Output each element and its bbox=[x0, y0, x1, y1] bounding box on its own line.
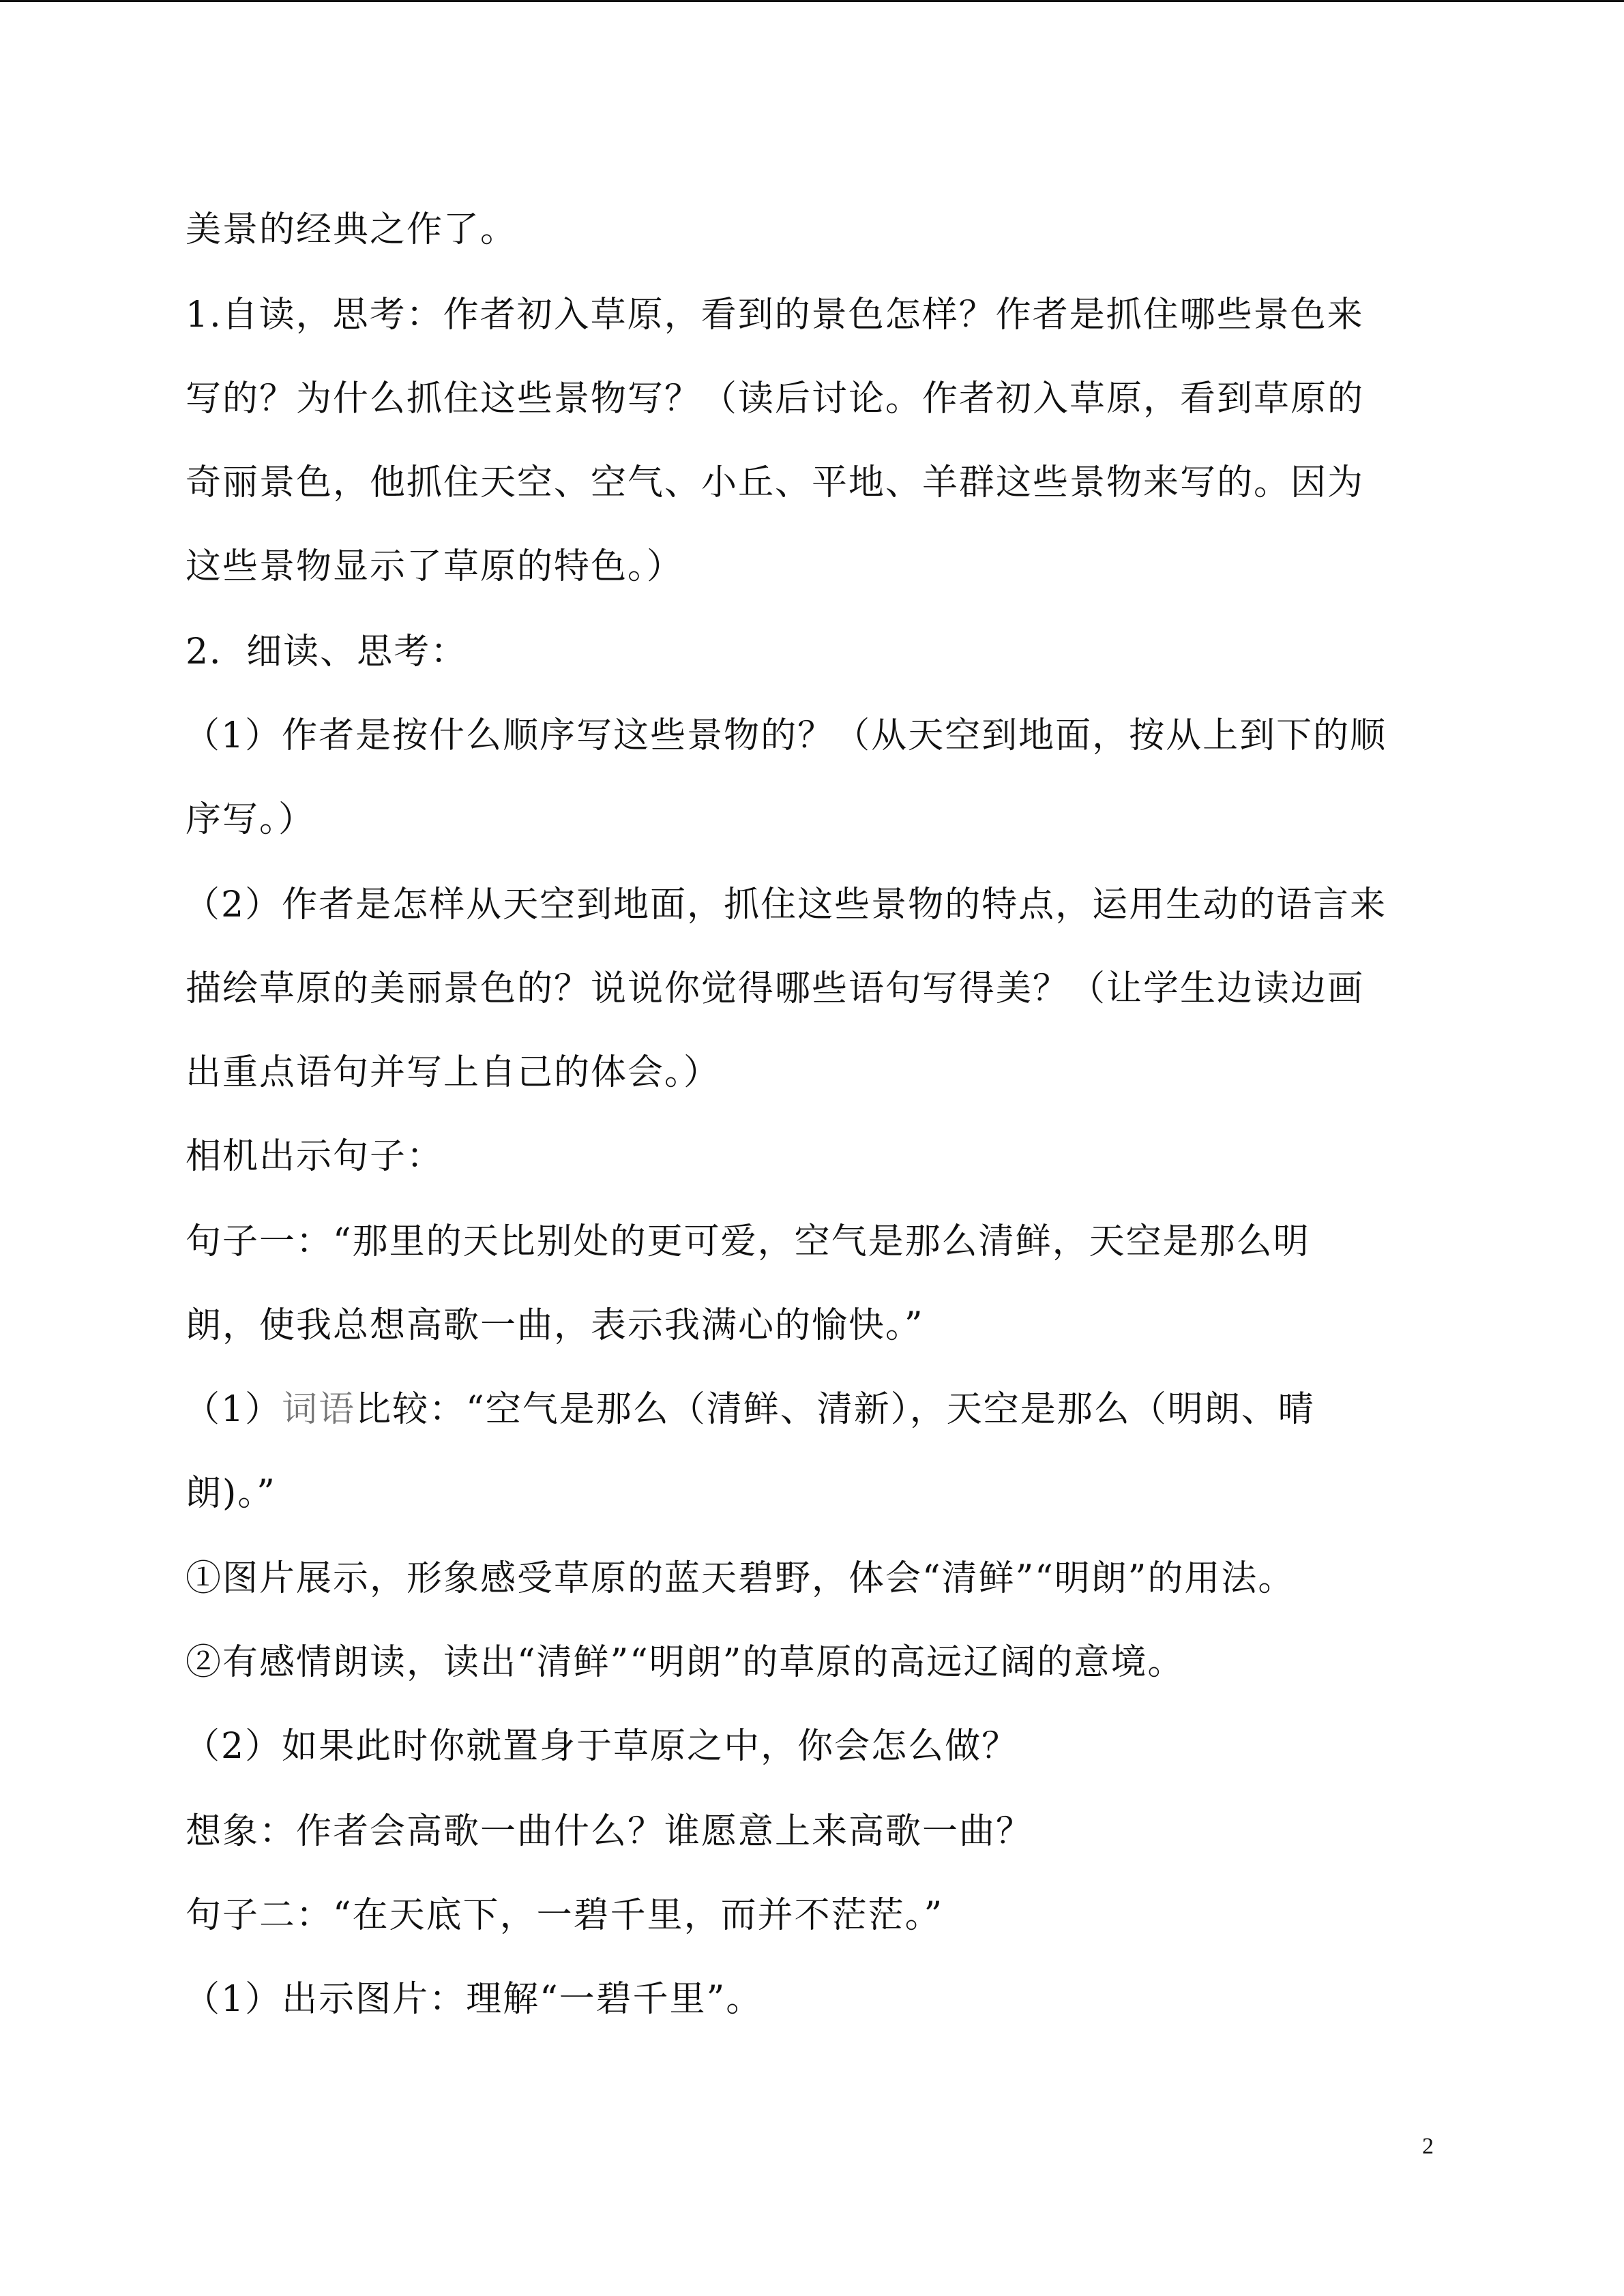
text-line-13: 句子一：“那里的天比别处的更可爱，空气是那么清鲜，天空是那么明 bbox=[186, 1221, 1310, 1262]
text-line-7: （1）作者是按什么顺序写这些景物的？（从天空到地面，按从上到下的顺 bbox=[184, 715, 1387, 756]
text-line-11: 出重点语句并写上自己的体会。） bbox=[186, 1052, 721, 1093]
text-line-9: （2）作者是怎样从天空到地面，抓住这些景物的特点，运用生动的语言来 bbox=[184, 884, 1387, 925]
text-line-6: 2．细读、思考： bbox=[186, 631, 468, 672]
text-line-15 bbox=[184, 1385, 1315, 1434]
text-line-12: 相机出示句子： bbox=[186, 1136, 444, 1177]
text-line-16: 朗)。” bbox=[186, 1473, 276, 1514]
text-line-22: （1）出示图片：理解“一碧千里”。 bbox=[184, 1979, 763, 2020]
item-number: （1） bbox=[184, 1389, 282, 1430]
comparison-text: 比较：“空气是那么（清鲜、清新），天空是那么（明朗、晴 bbox=[355, 1389, 1315, 1430]
text-line-19: （2）如果此时你就置身于草原之中，你会怎么做？ bbox=[184, 1726, 1019, 1767]
text-line-4: 奇丽景色，他抓住天空、空气、小丘、平地、羊群这些景物来写的。因为 bbox=[186, 462, 1365, 503]
text-line-10: 描绘草原的美丽景色的？说说你觉得哪些语句写得美？（让学生边读边画 bbox=[186, 968, 1365, 1009]
page-number: 2 bbox=[1422, 2134, 1434, 2159]
text-line-20: 想象：作者会高歌一曲什么？谁愿意上来高歌一曲？ bbox=[186, 1811, 1033, 1852]
word-term: 词语 bbox=[282, 1389, 356, 1430]
text-line-3: 写的？为什么抓住这些景物写？（读后讨论。作者初入草原，看到草原的 bbox=[186, 378, 1365, 419]
text-line-1: 美景的经典之作了。 bbox=[186, 209, 518, 250]
text-line-17: ①图片展示，形象感受草原的蓝天碧野，体会“清鲜”“明朗”的用法。 bbox=[186, 1558, 1295, 1599]
text-line-21: 句子二：“在天底下，一碧千里，而并不茫茫。” bbox=[186, 1895, 944, 1936]
text-line-8: 序写。） bbox=[186, 799, 316, 840]
text-line-2: 1.自读，思考：作者初入草原，看到的景色怎样？作者是抓住哪些景色来 bbox=[186, 295, 1364, 336]
text-line-14: 朗，使我总想高歌一曲，表示我满心的愉快。” bbox=[186, 1305, 924, 1346]
top-border-line bbox=[0, 0, 1624, 2]
text-line-18: ②有感情朗读，读出“清鲜”“明朗”的草原的高远辽阔的意境。 bbox=[186, 1642, 1185, 1683]
text-line-5: 这些景物显示了草原的特色。） bbox=[186, 546, 684, 587]
